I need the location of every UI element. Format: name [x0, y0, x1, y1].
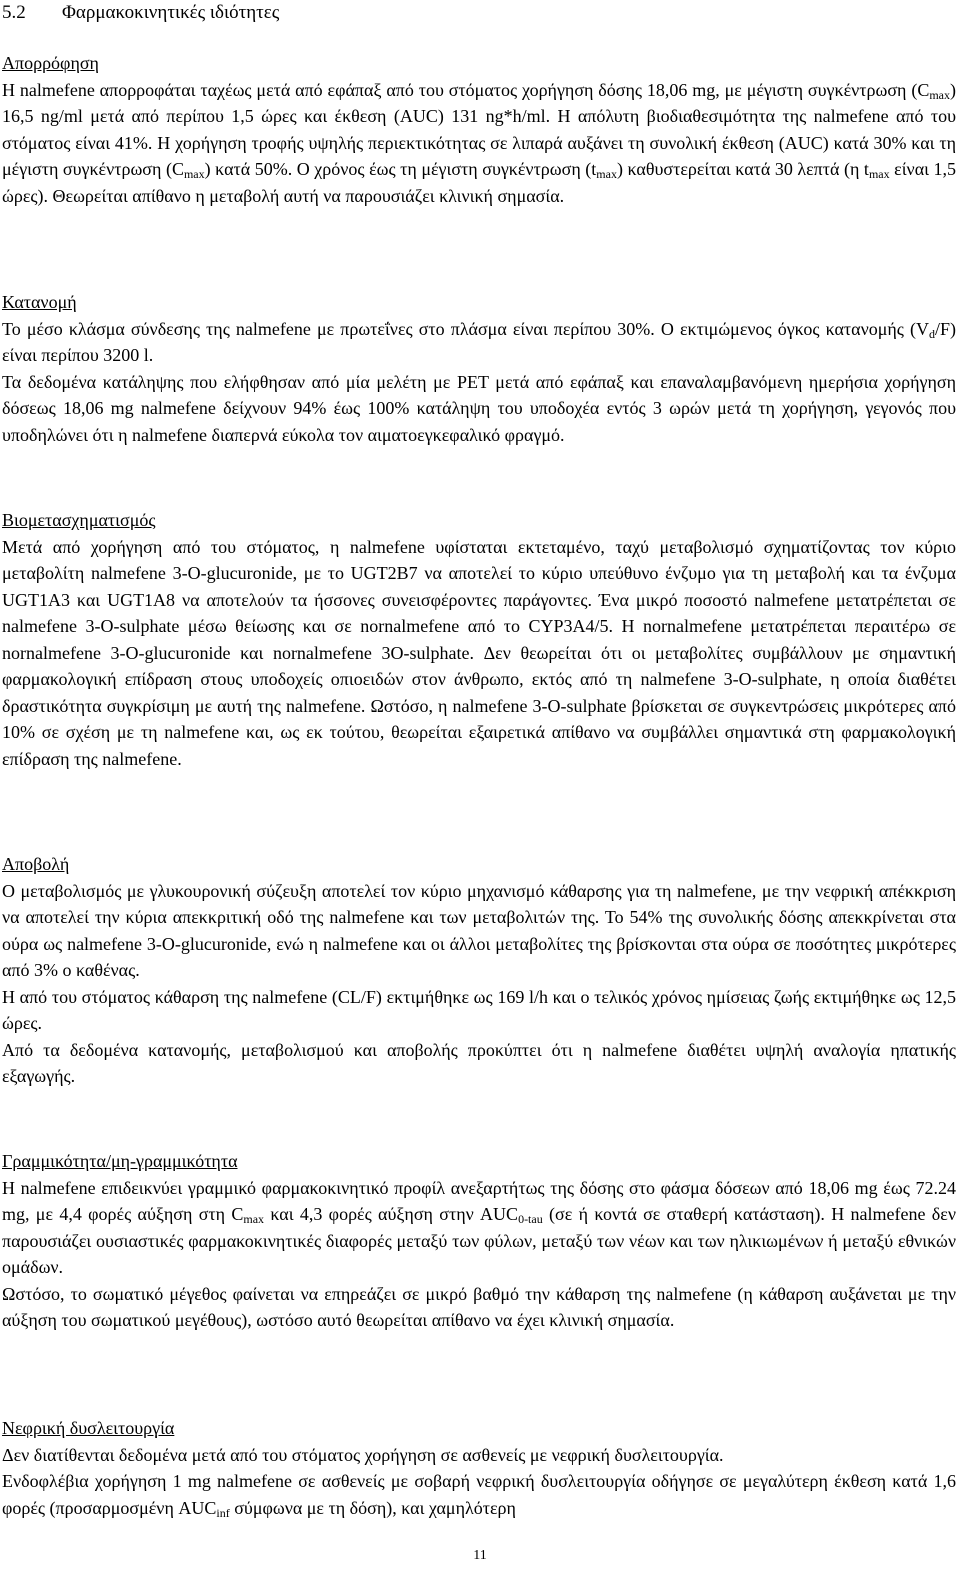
text-run: ) 16,5 ng/ml μετά από περίπου 1,5 ώρες και έκθεση (AUC) 131 ng*h/ml. Η απόλυτη βιοδιαθεσιμότητα της nalmefene από του στόματος είναι 41%. Η χορήγηση τροφής υψηλής περιεκτικότητας σε λιπαρά αυξάνει τη συνολική έκθεση (AUC) κατά 30% και τη μέγιστη συγκέντρωση (C — [2, 79, 956, 179]
text-run: Η nalmefene απορροφάται ταχέως μετά από εφάπαξ από του στόματος χορήγηση δόσης 18,06 mg, με μέγιστη συγκέντρωση (C — [2, 79, 930, 100]
elimination-paragraph-1: Ο μεταβολισμός με γλυκουρονική σύζευξη αποτελεί τον κύριο μηχανισμό κάθαρσης για τη nalmefene, με την νεφρική απέκκριση να αποτελεί την κύρια απεκκριτική οδό της nalmefene και των μεταβολιτών της. Το 54% της συνολικής δόσης απεκκρίνεται στα ούρα ως nalmefene 3-O-glucuronide, ενώ η nalmefene και οι άλλοι μεταβολίτες της βρίσκονται στα ούρα σε ποσότητες μικρότερες από 3% ο καθένας. — [2, 880, 956, 980]
section-heading — [2, 0, 279, 26]
text-run: Ενδοφλέβια χορήγηση 1 mg nalmefene σε ασθενείς με σοβαρή νεφρική δυσλειτουργία οδήγησε σε μεγαλύτερη έκθεση κατά 1,6 φορές (προσαρμοσμένη AUC — [2, 1471, 956, 1518]
subscript: 0-tau — [518, 1212, 543, 1226]
text-run: και 4,3 φορές αύξηση στην AUC — [264, 1204, 519, 1224]
biotransformation-title: Βιομετασχηματισμός — [2, 510, 156, 530]
text-run: (σε ή κοντά σε σταθερή κατάσταση). Η nalmefene δεν παρουσιάζει ουσιαστικές φαρμακοκινητικές διαφορές μεταξύ των φύλων, μεταξύ των νέων και των ηλικιωμένων ή μεταξύ εθνικών ομάδων. — [2, 1204, 956, 1277]
text-run: είναι 1,5 ώρες). Θεωρείται απίθανο η μεταβολή αυτή να παρουσιάζει κλινική σημασία. — [2, 159, 957, 206]
text-run: Το μέσο κλάσμα σύνδεσης της nalmefene με πρωτεΐνες στο πλάσμα είναι περίπου 30%. Ο εκτιμώμενος όγκος κατανομής (V — [2, 318, 929, 339]
subscript: inf — [216, 1505, 230, 1520]
absorption-section — [2, 50, 956, 209]
elimination-paragraph-2: Η από του στόματος κάθαρση της nalmefene (CL/F) εκτιμήθηκε ως 169 l/h και ο τελικός χρόνος ημίσειας ζωής εκτιμήθηκε ως 12,5 ώρες. — [2, 986, 956, 1033]
biotransformation-section — [2, 507, 956, 772]
renal-title: Νεφρική δυσλειτουργία — [2, 1418, 175, 1438]
renal-paragraph-2 — [2, 1468, 956, 1521]
elimination-paragraph-3: Από τα δεδομένα κατανομής, μεταβολισμού και αποβολής προκύπτει ότι η nalmefene διαθέτει υψηλή αναλογία ηπατικής εξαγωγής. — [2, 1039, 956, 1086]
subscript: max — [929, 87, 950, 102]
page-number: 11 — [473, 1548, 487, 1563]
subscript: d — [928, 326, 935, 341]
distribution-paragraph-1 — [2, 316, 956, 369]
biotransformation-paragraph: Μετά από χορήγηση από του στόματος, η nalmefene υφίσταται εκτεταμένο, ταχύ μεταβολισμό σχηματίζοντας τον κύριο μεταβολίτη nalmefene 3-O-glucuronide, με το UGT2B7 να αποτελεί το κύριο υπεύθυνο ένζυμο για τη μεταβολή και τα ένζυμα UGT1A3 και UGT1A8 να αποτελούν τα ήσσονες συνεισφέροντες παράγοντες. Ένα μικρό ποσοστό nalmefene μετατρέπεται σε nalmefene 3-O-sulphate μέσω θείωσης και σε nornalmefene από το CYP3A4/5. Η nornalmefene μετατρέπεται περαιτέρω σε nornalmefene 3-O-glucuronide και nornalmefene 3O-sulphate. Δεν θεωρείται ότι οι μεταβολίτες συμβάλλουν με σημαντική φαρμακολογική επίδραση στους υποδοχείς οπιοειδών στον άνθρωπο, εκτός από τη nalmefene 3-O-sulphate, η οποία διαθέτει δραστικότητα συγκρίσιμη με αυτή της nalmefene. Ωστόσο, η nalmefene 3-O-sulphate βρίσκεται σε συγκεντρώσεις μικρότερες από 10% σε σχέση με τη nalmefene και, ως εκ τούτου, θεωρείται εξαιρετικά απίθανο να συμβάλλει σημαντικά στη φαρμακολογική επίδραση της nalmefene. — [2, 536, 956, 769]
elimination-section — [2, 851, 956, 1090]
text-run: ) κατά 50%. Ο χρόνος έως τη μέγιστη συγκέντρωση (t — [204, 159, 597, 179]
linearity-paragraph-2: Ωστόσο, το σωματικό μέγεθος φαίνεται να επηρεάζει σε μικρό βαθμό την κάθαρση της nalmefene (η κάθαρση αυξάνεται με την αύξηση του σωματικού μεγέθους), ωστόσο αυτό θεωρείται απίθανο να έχει κλινική σημασία. — [2, 1283, 956, 1330]
renal-paragraph-1: Δεν διατίθενται δεδομένα μετά από του στόματος χορήγηση σε ασθενείς με νεφρική δυσλειτουργία. — [2, 1444, 724, 1465]
linearity-title: Γραμμικότητα/μη-γραμμικότητα — [2, 1151, 238, 1171]
section-title: Φαρμακοκινητικές ιδιότητες — [62, 2, 280, 23]
subscript: max — [183, 167, 205, 181]
text-run: σύμφωνα με τη δόση), και χαμηλότερη — [229, 1497, 516, 1518]
text-run: Η nalmefene επιδεικνύει γραμμικό φαρμακοκινητικό προφίλ ανεξαρτήτως της δόσης στο φάσμα δόσεων από 18,06 mg έως 72.24 mg, με 4,4 φορές αύξηση στη C — [2, 1177, 956, 1224]
distribution-section — [2, 289, 956, 448]
linearity-section — [2, 1148, 956, 1334]
subscript: max — [243, 1212, 265, 1226]
section-number: 5.2 — [2, 2, 26, 23]
text-run: /F) είναι περίπου 3200 l. — [2, 318, 956, 365]
distribution-paragraph-2: Τα δεδομένα κατάληψης που ελήφθησαν από μία μελέτη με PET μετά από εφάπαξ και επαναλαμβανόμενη ημερήσια χορήγηση δόσεως 18,06 mg nalmefene δείχνουν 94% έως 100% κατάληψη του υποδοχέα εντός 3 ωρών μετά τη χορήγηση, γεγονός που υποδηλώνει ότι η nalmefene διαπερνά εύκολα τον αιματοεγκεφαλικό φραγμό. — [2, 371, 956, 445]
absorption-title: Απορρόφηση — [2, 53, 99, 73]
subscript: max — [596, 167, 617, 181]
text-run: ) καθυστερείται κατά 30 λεπτά (η t — [616, 159, 869, 179]
linearity-paragraph-1 — [2, 1175, 956, 1281]
distribution-title: Κατανομή — [2, 292, 77, 312]
elimination-title: Αποβολή — [2, 854, 70, 874]
renal-section — [2, 1415, 956, 1521]
absorption-paragraph — [2, 77, 956, 210]
subscript: max — [868, 167, 890, 181]
